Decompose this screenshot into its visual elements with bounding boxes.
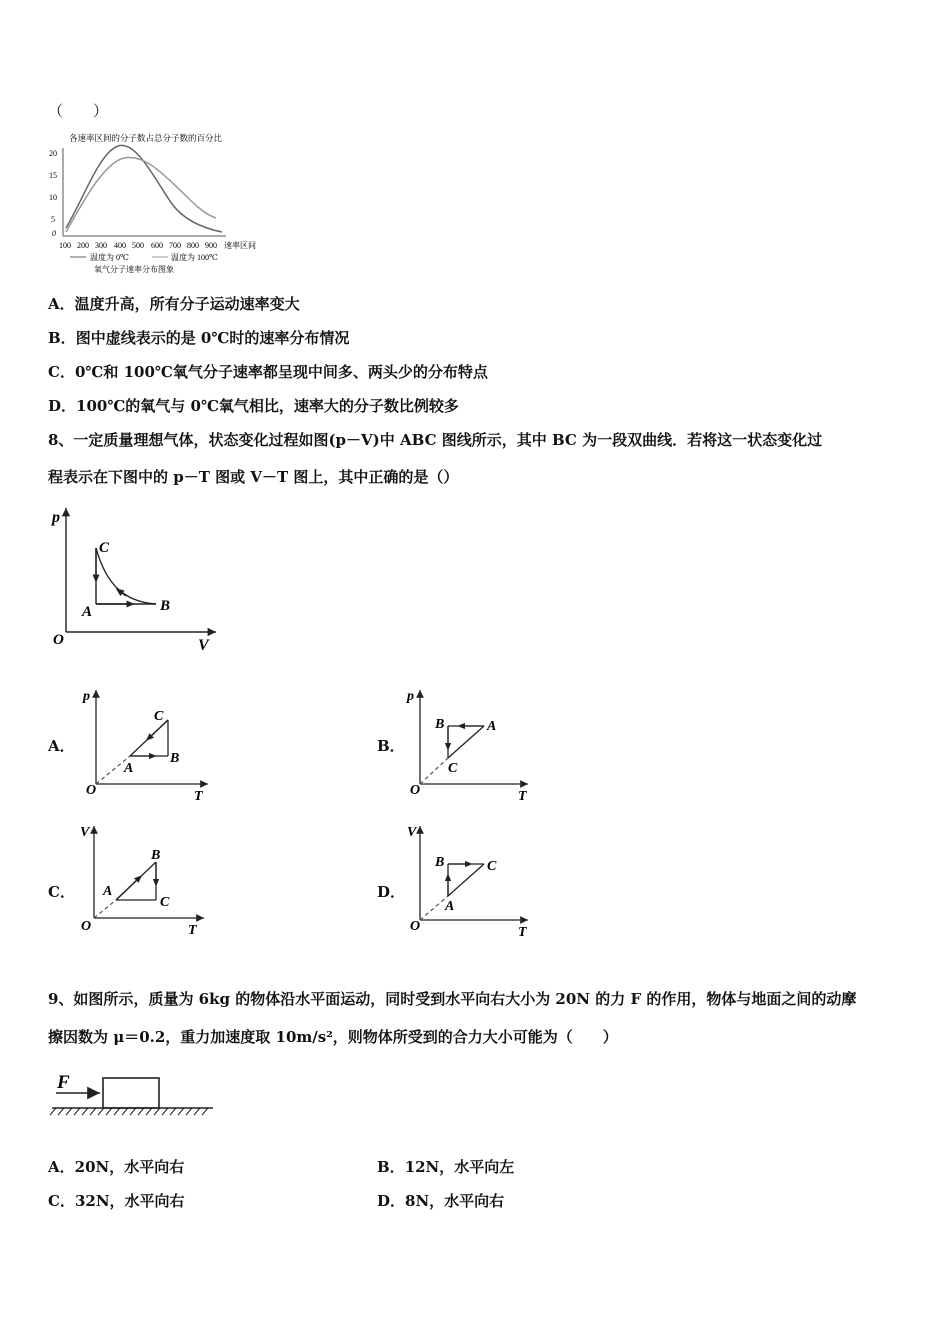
svg-text:p: p <box>83 689 90 704</box>
pv-graph <box>44 500 224 660</box>
svg-text:O: O <box>86 783 97 798</box>
svg-text:C: C <box>154 709 164 724</box>
svg-text:A: A <box>487 719 497 734</box>
chart-xtick: 700 <box>169 241 181 250</box>
chart-xtick: 400 <box>114 241 126 250</box>
q9-option-b: B．12N，水平向左 <box>377 1158 515 1176</box>
q8-option-c-label: C． <box>48 883 75 901</box>
speed-distribution-chart <box>44 128 264 276</box>
pv-axis-p: p <box>52 509 60 526</box>
pv-point-b: B <box>160 598 171 614</box>
pv-origin: O <box>53 632 64 648</box>
q8-option-d-label: D． <box>377 883 406 901</box>
chart-ytick: 10 <box>49 193 57 202</box>
svg-text:B: B <box>151 848 161 863</box>
force-label: F <box>57 1072 70 1093</box>
svg-text:T: T <box>194 789 203 804</box>
chart-xtick: 900 <box>205 241 217 250</box>
svg-text:V: V <box>80 825 90 840</box>
q8-option-c-graph <box>74 822 214 942</box>
block-on-ground-diagram <box>48 1065 218 1121</box>
q7-option-d: D．100℃的氧气与 0℃氧气相比，速率大的分子数比例较多 <box>48 397 459 415</box>
chart-title: 各速率区间的分子数占总分子数的百分比 <box>69 133 223 143</box>
svg-text:C: C <box>487 859 497 874</box>
chart-xunit: 速率区间 <box>224 241 256 250</box>
q9-option-c: C．32N，水平向右 <box>48 1192 185 1210</box>
chart-xtick: 100 <box>59 241 71 250</box>
q9-option-a: A．20N，水平向右 <box>48 1158 185 1176</box>
q8-option-b-label: B． <box>377 737 405 755</box>
chart-ytick: 0 <box>52 229 56 238</box>
chart-xtick: 600 <box>151 241 163 250</box>
pv-axis-v: V <box>198 637 209 654</box>
chart-xtick: 800 <box>187 241 199 250</box>
q8-option-a-label: A． <box>48 737 75 755</box>
svg-text:O: O <box>410 919 421 934</box>
pv-point-c: C <box>99 540 110 556</box>
q8-stem-line1: 8、一定质量理想气体，状态变化过程如图(p－V)中 ABC 图线所示，其中 BC 为一段双曲线．若将这一状态变化过 <box>48 431 823 449</box>
q8-option-b-graph <box>398 686 538 806</box>
q7-option-c: C．0℃和 100℃氧气分子速率都呈现中间多、两头少的分布特点 <box>48 363 488 381</box>
q8-stem-line2: 程表示在下图中的 p－T 图或 V－T 图上，其中正确的是（） <box>48 468 459 486</box>
q7-option-b: B．图中虚线表示的是 0℃时的速率分布情况 <box>48 329 350 347</box>
chart-xtick: 200 <box>77 241 89 250</box>
q8-option-d-graph <box>398 822 538 942</box>
svg-text:A: A <box>103 884 113 899</box>
svg-text:A: A <box>445 899 455 914</box>
curve-0c <box>66 145 222 232</box>
chart-ytick: 5 <box>51 215 55 224</box>
svg-text:O: O <box>410 783 421 798</box>
svg-text:T: T <box>518 789 527 804</box>
block <box>103 1078 159 1108</box>
q7-option-a: A．温度升高，所有分子运动速率变大 <box>48 295 300 313</box>
svg-text:C: C <box>448 761 458 776</box>
chart-xtick: 500 <box>132 241 144 250</box>
chart-ytick: 20 <box>49 149 57 158</box>
chart-xtick: 300 <box>95 241 107 250</box>
svg-text:T: T <box>188 923 197 938</box>
svg-text:C: C <box>160 895 170 910</box>
svg-text:B: B <box>435 855 445 870</box>
svg-text:O: O <box>81 919 92 934</box>
pv-point-a: A <box>82 604 93 620</box>
svg-text:p: p <box>407 689 414 704</box>
q8-option-a-graph <box>78 686 218 806</box>
svg-text:B: B <box>170 751 180 766</box>
svg-text:T: T <box>518 925 527 940</box>
q7-paren: （ ） <box>48 102 109 120</box>
legend-0c: 温度为 0℃ <box>90 253 129 262</box>
curve-100c <box>66 157 216 232</box>
chart-caption: 氧气分子速率分布图象 <box>94 265 174 274</box>
q9-option-d: D．8N，水平向右 <box>377 1192 505 1210</box>
svg-text:A: A <box>124 761 134 776</box>
svg-text:B: B <box>435 717 445 732</box>
q9-stem-line2: 擦因数为 μ＝0.2，重力加速度取 10m/s²，则物体所受到的合力大小可能为（ ） <box>48 1028 618 1046</box>
svg-text:V: V <box>407 825 417 840</box>
chart-ytick: 15 <box>49 171 57 180</box>
legend-100c: 温度为 100℃ <box>171 253 218 262</box>
q9-stem-line1: 9、如图所示，质量为 6kg 的物体沿水平面运动，同时受到水平向右大小为 20N 的力 F 的作用，物体与地面之间的动摩 <box>48 990 857 1008</box>
